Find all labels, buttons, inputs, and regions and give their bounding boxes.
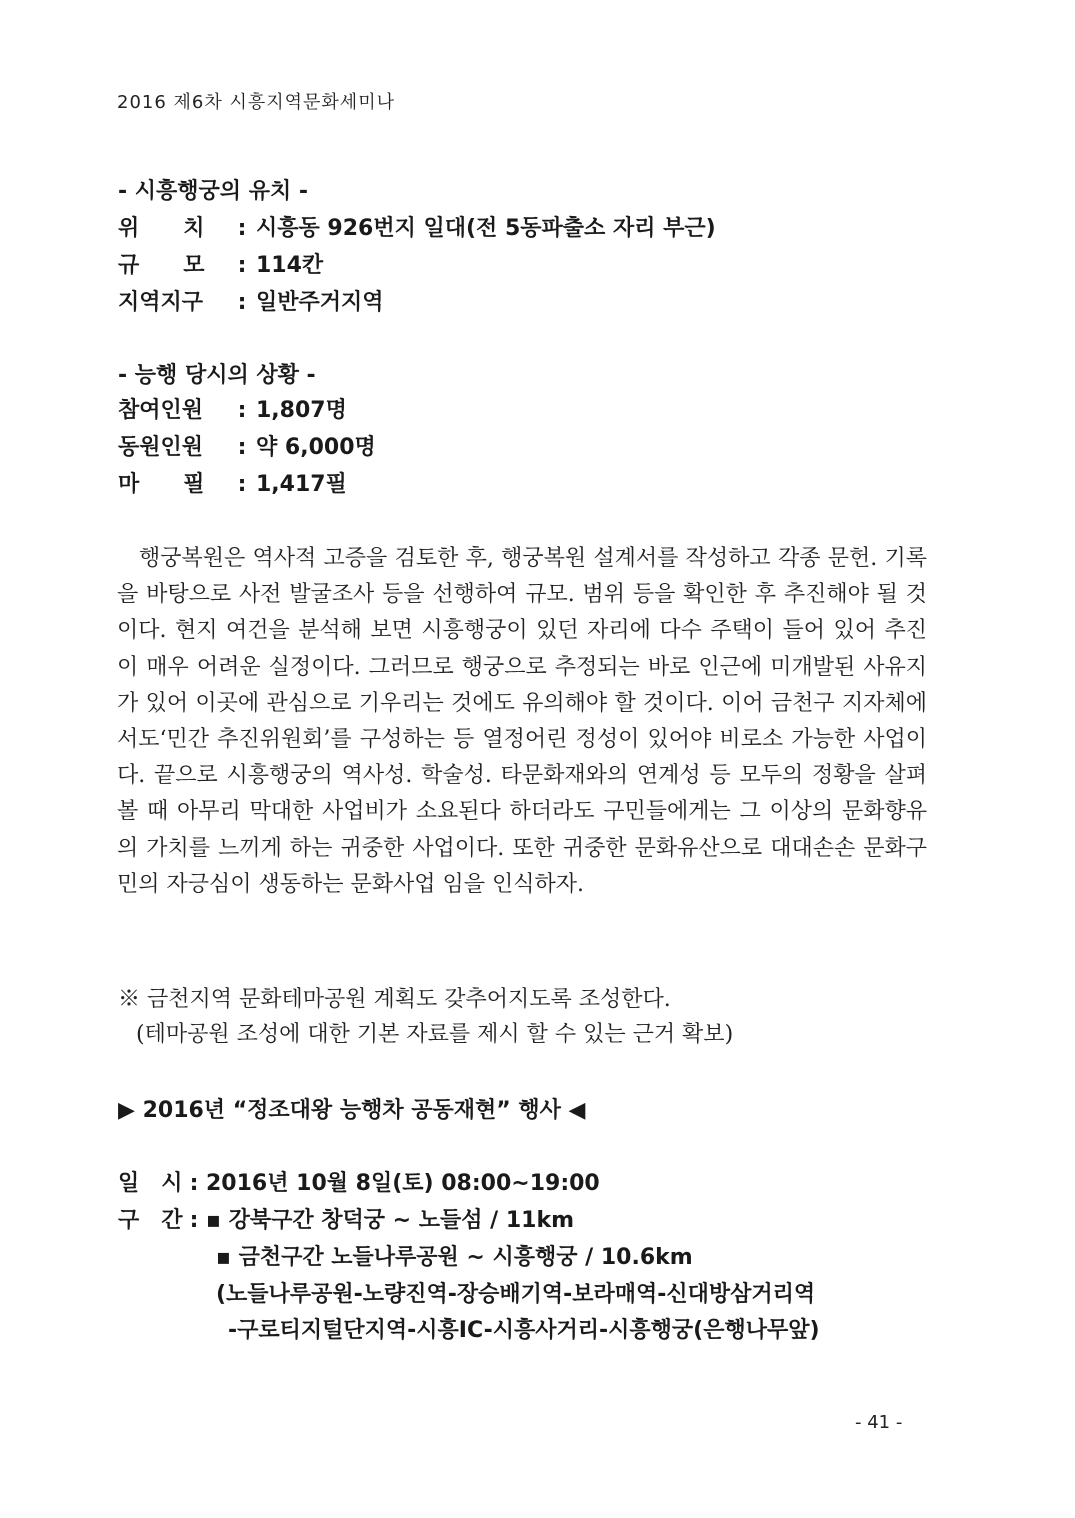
info-colon: : xyxy=(237,472,247,497)
info-row-zone xyxy=(118,284,716,321)
note-line-2: (테마공원 조성에 대한 기본 자료를 제시 할 수 있는 근거 확보) xyxy=(136,1022,734,1047)
body-paragraph xyxy=(117,541,927,903)
running-header: 2016 제6차 시흥지역문화세미나 xyxy=(117,92,395,113)
info-colon: : xyxy=(237,216,247,241)
info-label: 참여인원 xyxy=(118,398,204,423)
info-label: 마 필 xyxy=(118,472,205,497)
info-value: 약 6,000명 xyxy=(256,435,376,460)
route-line-3: (노들나루공원-노량진역-장승배기역-보라매역-신대방삼거리역 xyxy=(216,1282,816,1307)
info-row-participants xyxy=(118,392,376,429)
palace-info-list xyxy=(118,210,716,321)
info-label: 위 치 xyxy=(118,216,205,241)
paragraph-text: 행궁복원은 역사적 고증을 검토한 후, 행궁복원 설계서를 작성하고 각종 문헌. 기록을 바탕으로 사전 발굴조사 등을 선행하여 규모. 범위 등을 확인한 후 추진해야 될 것이다. 현지 여건을 분석해 보면 시흥행궁이 있던 자리에 다수 주택이 들어 있어 추진이 매우 어려운 실정이다. 그러므로 행궁으로 추정되는 바로 인근에 미개발된 사유지가 있어 이곳에 관심으로 기우리는 것에도 유의해야 할 것이다. 이어 금천구 지자체에서도‘민간 추진위원회’를 구성하는 등 열정어린 정성이 있어야 비로소 가능한 사업이다. 끝으로 시흥행궁의 역사성. 학술성. 타문화재와의 연계성 등 모두의 정황을 살펴 볼 때 아무리 막대한 사업비가 소요된다 하더라도 구민들에게는 그 이상의 문화향유의 가치를 느끼게 하는 귀중한 사업이다. 또한 귀중한 문화유산으로 대대손손 문화구민의 자긍심이 생동하는 문화사업 임을 인식하자. xyxy=(117,546,927,897)
page-number: - 41 - xyxy=(855,1412,903,1433)
route-label: 구 간 xyxy=(118,1208,183,1233)
info-row-horses xyxy=(118,466,376,503)
date-label: 일 시 xyxy=(118,1171,183,1196)
procession-info-list xyxy=(118,392,376,503)
info-colon: : xyxy=(237,253,247,278)
route-line-2: ▪ 금천구간 노들나루공원 ~ 시흥행궁 / 10.6km xyxy=(216,1245,693,1270)
section-title-procession: - 능행 당시의 상황 - xyxy=(118,363,316,388)
info-value: 114칸 xyxy=(256,253,324,278)
note-line-1: ※ 금천지역 문화테마공원 계획도 갖추어지도록 조성한다. xyxy=(118,987,671,1012)
info-value: 1,417필 xyxy=(256,472,347,497)
event-route-row xyxy=(118,1203,574,1234)
info-value: 1,807명 xyxy=(256,398,347,423)
date-colon: : xyxy=(189,1171,199,1196)
info-value: 시흥동 926번지 일대(전 5동파출소 자리 부근) xyxy=(256,216,716,241)
route-line-1: ▪ 강북구간 창덕궁 ~ 노들섬 / 11km xyxy=(206,1208,575,1233)
route-colon: : xyxy=(189,1208,199,1233)
info-label: 동원인원 xyxy=(118,435,204,460)
date-value: 2016년 10월 8일(토) 08:00~19:00 xyxy=(206,1171,600,1196)
route-line-4: -구로티지털단지역-시흥IC-시흥사거리-시흥행궁(은행나무앞) xyxy=(228,1318,820,1343)
info-colon: : xyxy=(237,290,247,315)
info-label: 규 모 xyxy=(118,253,205,278)
info-label: 지역지구 xyxy=(118,290,204,315)
section-title-palace: - 시흥행궁의 유치 - xyxy=(118,179,309,204)
event-date-row xyxy=(118,1166,600,1197)
event-title: ▶ 2016년 “정조대왕 능행차 공동재현” 행사 ◀ xyxy=(118,1098,586,1123)
info-row-mobilized xyxy=(118,429,376,466)
info-row-scale xyxy=(118,247,716,284)
info-row-location xyxy=(118,210,716,247)
info-colon: : xyxy=(237,398,247,423)
info-colon: : xyxy=(237,435,247,460)
info-value: 일반주거지역 xyxy=(256,290,384,315)
